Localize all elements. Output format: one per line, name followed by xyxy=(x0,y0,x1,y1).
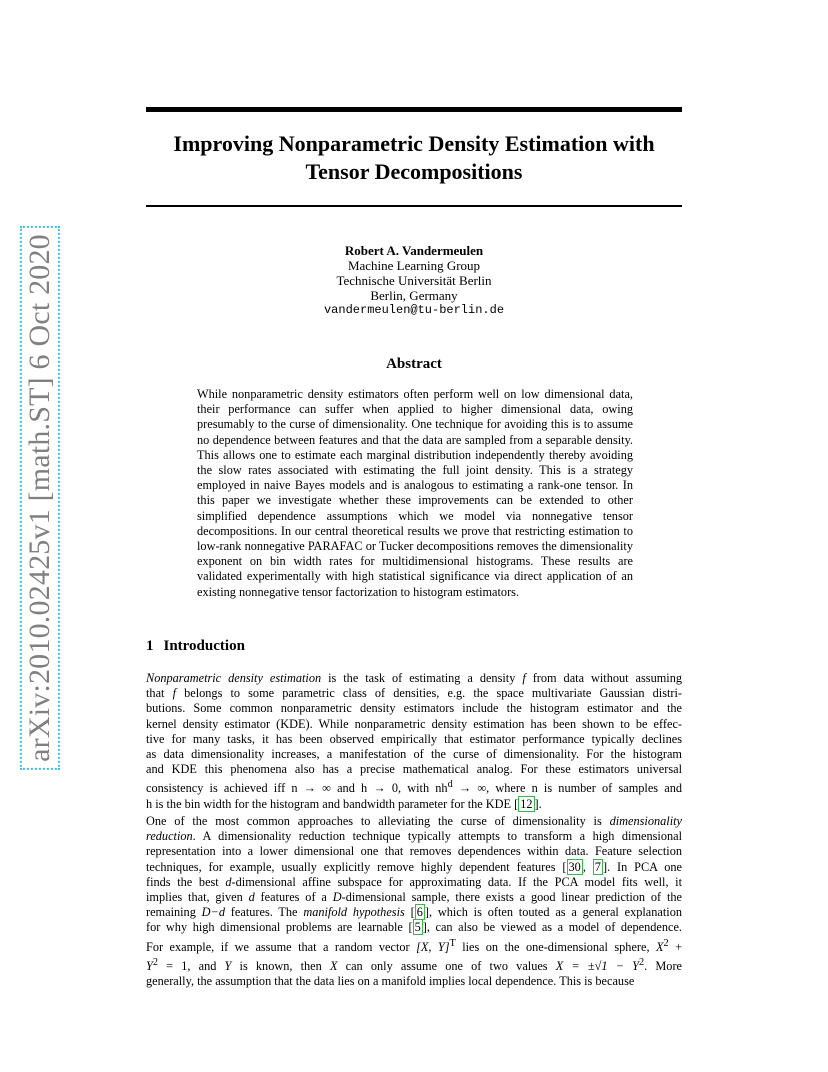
math-symbol: X xyxy=(655,939,664,954)
para2-line: representation into a lower dimensional one that removes dependences within data. Feature selection xyxy=(146,844,682,859)
emphasis-term: Nonparametric density estimation xyxy=(146,671,322,685)
text-run: One of the most common approaches to alleviating the curse of dimensionality is xyxy=(146,814,610,828)
emphasis-term: manifold hypothesis xyxy=(303,905,405,920)
author-block xyxy=(146,243,682,318)
text-run: remaining xyxy=(146,905,202,920)
emphasis-term: reduction xyxy=(146,829,193,844)
text-run: finds the best xyxy=(146,874,226,889)
arxiv-identifier-text: arXiv:2010.02425v1 [math.ST] 6 Oct 2020 xyxy=(20,226,60,770)
text-run: . A dimensionality reduction technique typically attempts to transform a high dimensional xyxy=(192,829,682,844)
citation-link[interactable]: 30 xyxy=(568,859,581,874)
author-location: Berlin, Germany xyxy=(370,288,458,303)
para1-line: tive for many tasks, it has been observed empirically that estimator performance typically declines xyxy=(146,731,682,746)
paper-title xyxy=(146,130,682,186)
section-number: 1 xyxy=(146,638,154,654)
citation-link[interactable]: 5 xyxy=(414,920,421,935)
intro-paragraph-1 xyxy=(146,671,682,812)
math-expression: [X, Y] xyxy=(416,939,450,954)
text-run: is the task of estimating a density xyxy=(321,671,523,685)
text-run: implies that, given xyxy=(146,890,249,905)
text-run: from data without assuming xyxy=(525,671,682,685)
math-symbol: Y xyxy=(146,959,153,974)
math-symbol: f xyxy=(522,671,526,685)
para2-line xyxy=(146,920,682,935)
math-expression: X = ±√1 − Y xyxy=(555,959,639,974)
title-bottom-rule xyxy=(146,205,682,207)
text-run: -dimensional affine subspace for approximating data. If the PCA model fits well, it xyxy=(231,874,682,889)
abstract-body: While nonparametric density estimators often perform well on low dimensional data, their performance can suffer when applied to higher dimensional data, owing presumably to the curse of dimensionality. One technique for avoiding this is to assume no dependence between features and that the data are sampled from a separable density. This allows one to estimate each marginal distribution independently thereby avoiding the slow rates associated with estimating the full joint density. This is a strategy employed in naive Bayes models and is analogous to estimating a rank-one tensor. In this paper we investigate whether these improvements can be extended to other simplified dependence assumptions which we model via nonnegative tensor decompositions. In our central theoretical results we prove that restricting estimation to low-rank nonnegative PARAFAC or Tucker decompositions removes the dimensionality exponent on bin width rates for multidimensional histograms. These results are validated experimentally with high statistical significance via direct application of an existing nonnegative tensor factorization to histogram estimators. xyxy=(197,387,633,599)
text-run: can only assume one of two values xyxy=(337,959,556,974)
math-symbol: Y xyxy=(224,959,232,974)
superscript: d xyxy=(447,779,453,791)
text-run: → ∞, where n is number of samples and xyxy=(452,781,683,796)
para2-line xyxy=(146,829,682,844)
citation-link[interactable]: 7 xyxy=(594,859,601,874)
para1-line xyxy=(146,686,682,701)
para2-line xyxy=(146,936,682,955)
para1-line xyxy=(146,671,682,686)
title-line-1: Improving Nonparametric Density Estimation with xyxy=(173,131,655,156)
math-symbol: X xyxy=(329,959,338,974)
math-symbol: d xyxy=(248,890,255,905)
text-run: -dimensional sample, there exists a good linear prediction of the xyxy=(341,890,683,905)
text-run: = 1, and xyxy=(157,959,225,974)
para2-line xyxy=(146,875,682,890)
para1-line xyxy=(146,777,682,796)
text-run: ], which is often touted as a general explanation xyxy=(424,905,682,920)
intro-paragraph-2 xyxy=(146,814,682,989)
text-run: h is the bin width for the histogram and bandwidth parameter for the KDE [ xyxy=(146,796,519,811)
text-run: is known, then xyxy=(231,959,330,974)
math-expression: D−d xyxy=(201,905,225,920)
superscript: 2 xyxy=(663,937,669,949)
para2-line: generally, the assumption that the data lies on a manifold implies local dependence. This is because xyxy=(146,974,635,989)
title-line-2: Tensor Decompositions xyxy=(305,159,523,184)
citation-link[interactable]: 12 xyxy=(520,796,533,811)
author-name: Robert A. Vandermeulen xyxy=(344,243,484,258)
text-run: lies on the one-dimensional sphere, xyxy=(455,939,656,954)
section-title: Introduction xyxy=(163,638,245,654)
text-run: for why high dimensional problems are learnable [ xyxy=(146,920,413,935)
text-run: ], can also be viewed as a model of dependence. xyxy=(422,920,682,935)
text-run: techniques, for example, usually explicitly remove highly dependent features [ xyxy=(146,859,567,874)
author-group: Machine Learning Group xyxy=(347,258,481,273)
para2-line xyxy=(146,890,682,905)
text-run: For example, if we assume that a random vector xyxy=(146,939,417,954)
superscript: 2 xyxy=(152,956,158,968)
text-run: + xyxy=(668,939,683,954)
text-run: features of a xyxy=(254,890,333,905)
title-top-rule xyxy=(146,107,682,112)
text-run: ]. xyxy=(534,796,542,811)
citation-link[interactable]: 6 xyxy=(416,905,423,920)
superscript: 2 xyxy=(639,956,645,968)
arxiv-identifier-stamp xyxy=(18,234,62,762)
text-run: [ xyxy=(404,905,415,920)
para1-line: as data dimensionality increases, a manifestation of the curse of dimensionality. For the histogram xyxy=(146,747,682,762)
author-university: Technische Universität Berlin xyxy=(336,273,492,288)
text-run: belongs to some parametric class of densities, e.g. the space multivariate Gaussian distri- xyxy=(175,686,683,701)
abstract-heading: Abstract xyxy=(386,356,442,372)
para2-line: techniques, for example, usually explicitly remove highly dependent features [ 30 , 7 ]. In PCA one xyxy=(146,859,683,874)
text-run: features. The xyxy=(225,905,304,920)
section-heading-introduction xyxy=(146,638,245,655)
para2-line xyxy=(146,905,682,920)
math-symbol: f xyxy=(172,686,176,701)
emphasis-term: dimensionality xyxy=(609,814,682,828)
math-symbol: D xyxy=(332,890,342,905)
para1-line: butions. Some common nonparametric density estimators include the histogram estimator and the xyxy=(146,701,682,716)
para2-line xyxy=(146,955,682,974)
author-email: vandermeulen@tu-berlin.de xyxy=(323,303,505,317)
text-run: ]. In PCA one xyxy=(602,859,683,874)
text-run: that xyxy=(146,686,173,701)
para1-line: and KDE this phenomena also has a precise mathematical analog. For these estimators universal xyxy=(146,762,682,777)
text-run: . More xyxy=(644,959,682,974)
superscript: T xyxy=(449,937,456,949)
text-run: consistency is achieved iff n → ∞ and h → 0, with nh xyxy=(146,781,448,796)
math-symbol: d xyxy=(225,874,232,889)
para2-line xyxy=(146,814,682,829)
para1-line xyxy=(146,797,682,812)
para1-line: kernel density estimator (KDE). While nonparametric density estimation has been shown to be effec- xyxy=(146,716,682,731)
